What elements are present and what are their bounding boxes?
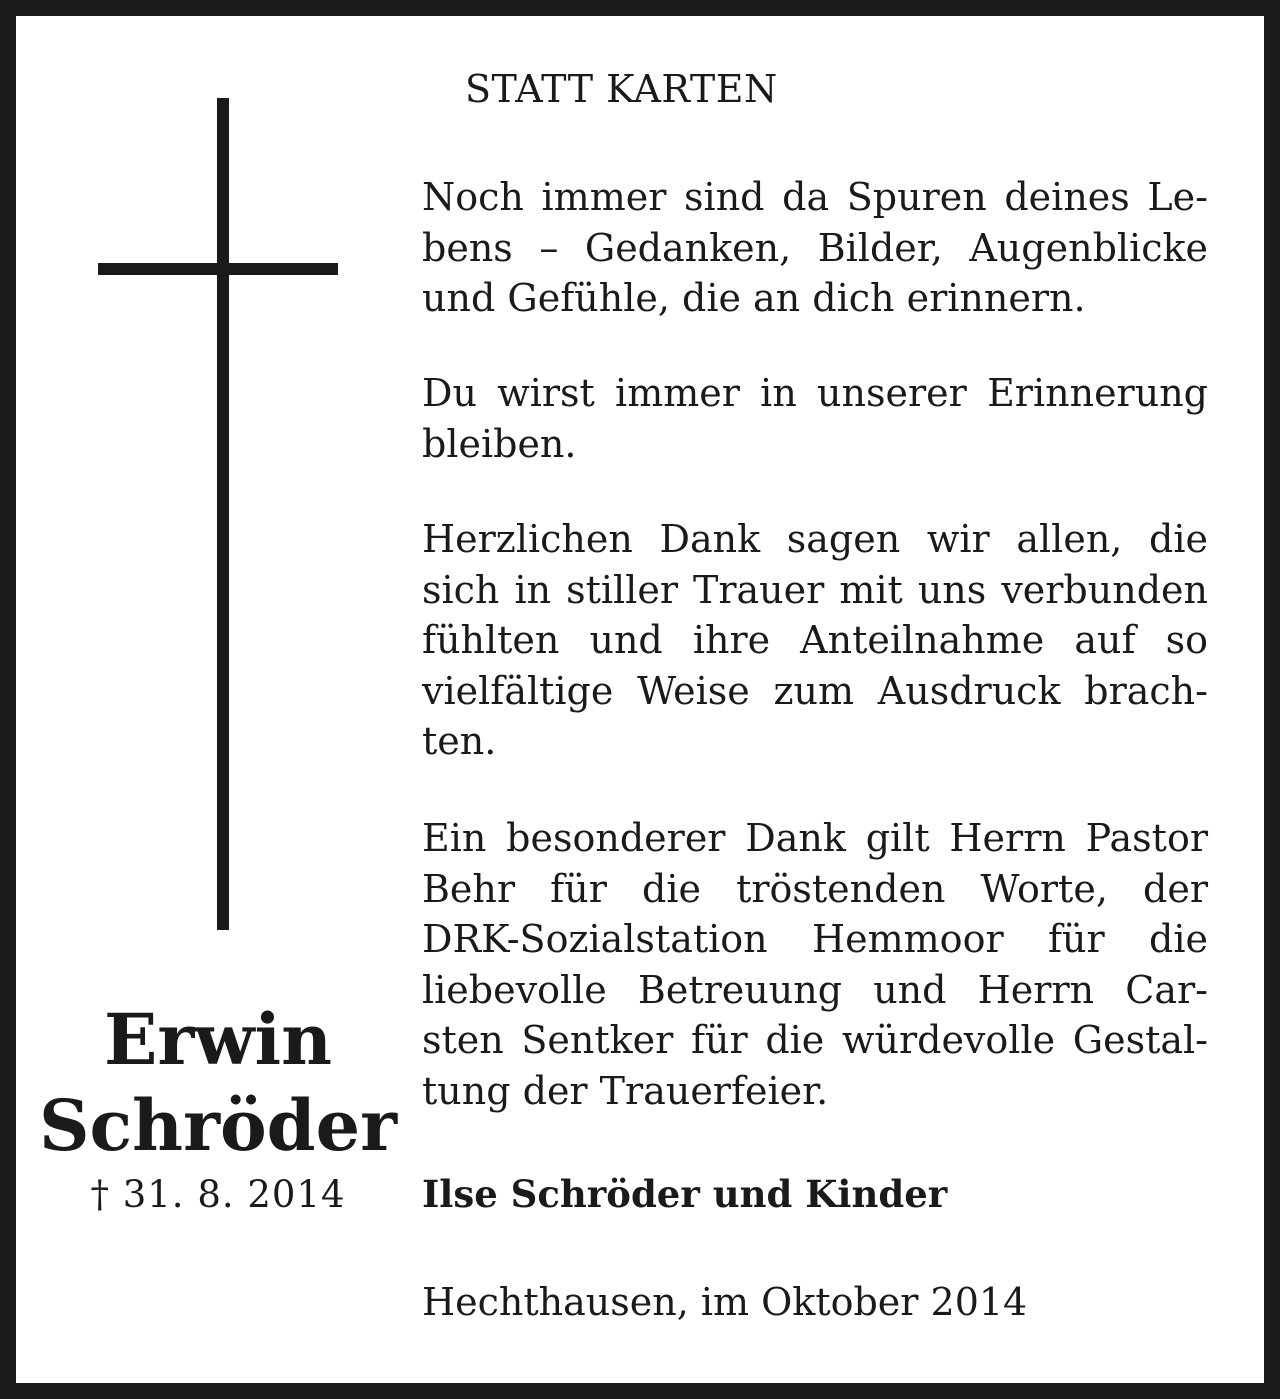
text-line: tung der Trauerfeier.: [422, 1068, 829, 1113]
text-line: fühlten und ihre Anteilnahme auf so: [422, 618, 1208, 662]
text-line: bleiben.: [422, 421, 577, 466]
paragraph-special-thanks: [422, 813, 1208, 1116]
text-line: und Gefühle, die an dich erinnern.: [422, 276, 1086, 320]
cross-horizontal-bar: [98, 263, 338, 275]
text-line: vielfältige Weise zum Ausdruck brach-: [422, 668, 1208, 713]
text-line: Behr für die tröstenden Worte, der: [422, 866, 1208, 911]
text-line: ten.: [422, 719, 497, 763]
text-line: Noch immer sind da Spuren deines Le-: [422, 175, 1208, 219]
text-line: liebevolle Betreuung und Herrn Car-: [422, 967, 1208, 1012]
text-line: Du wirst immer in unserer Erinnerung: [422, 371, 1208, 415]
deceased-last-name: Schröder: [39, 1084, 397, 1167]
text-line: sten Sentker für die würdevolle Gestal-: [422, 1018, 1208, 1062]
cross-vertical-bar: [217, 98, 229, 930]
text-line: DRK-Sozialstation Hemmoor für die: [422, 917, 1208, 961]
text-line: bens – Gedanken, Bilder, Augenblicke: [422, 225, 1208, 270]
signature: Ilse Schröder und Kinder: [422, 1172, 948, 1216]
text-line: Herzlichen Dank sagen wir allen, die: [422, 517, 1208, 561]
place-and-date: Hechthausen, im Oktober 2014: [422, 1280, 1028, 1324]
text-line: Ein besonderer Dank gilt Herrn Pastor: [422, 816, 1208, 860]
deceased-first-name: Erwin: [104, 998, 332, 1081]
paragraph-remembrance: [422, 368, 1208, 469]
paragraph-memories: [422, 172, 1208, 324]
death-date: † 31. 8. 2014: [90, 1173, 346, 1216]
text-line: sich in stiller Trauer mit uns verbunden: [422, 567, 1208, 612]
notice-heading: STATT KARTEN: [465, 67, 778, 111]
paragraph-thanks: [422, 514, 1208, 767]
